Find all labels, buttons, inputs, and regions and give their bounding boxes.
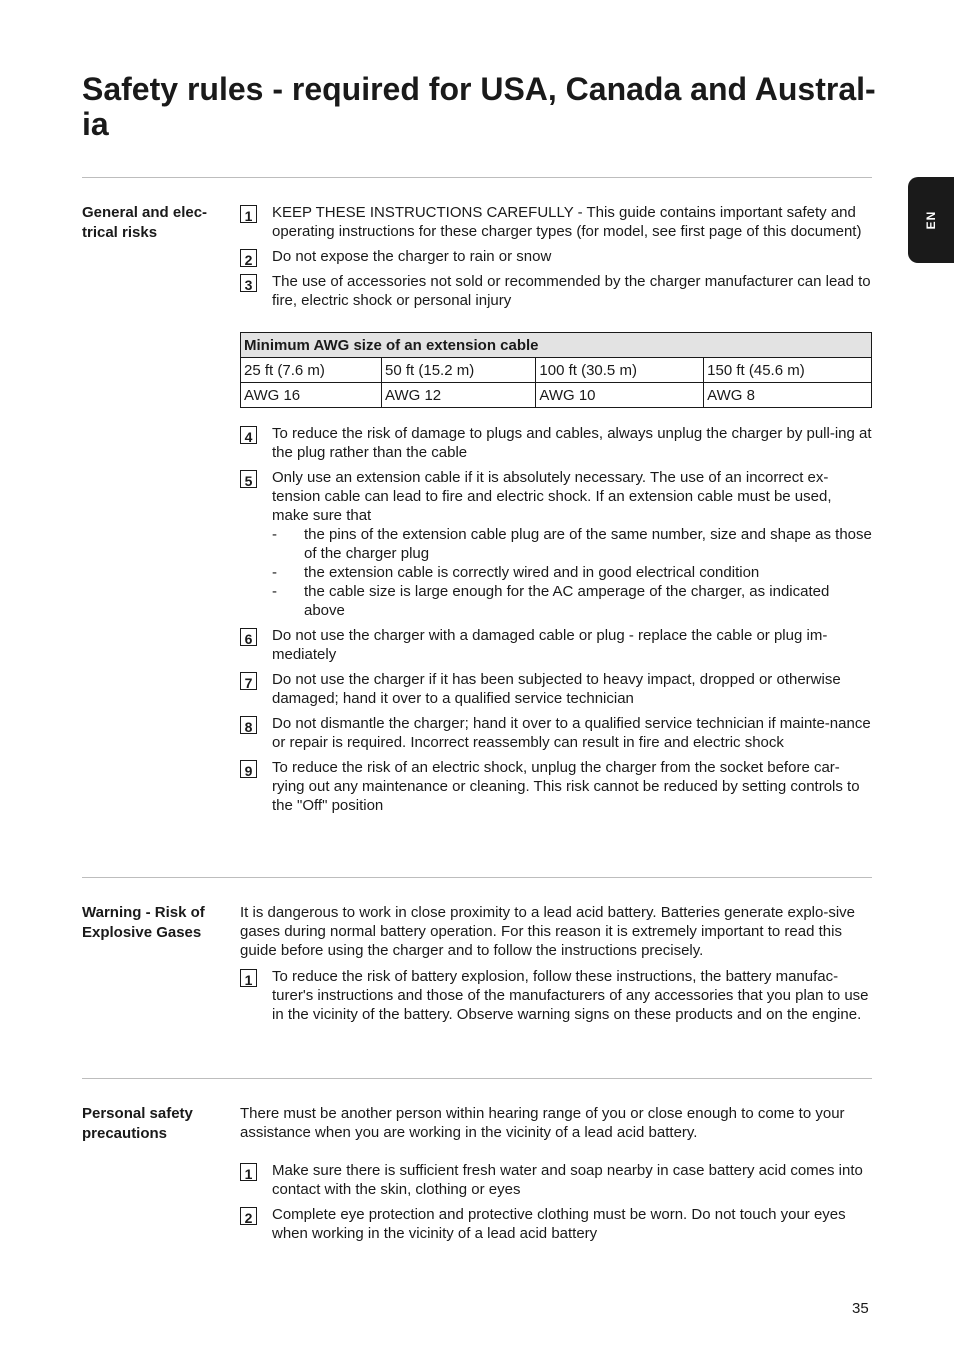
table-cell: AWG 10	[536, 383, 704, 408]
list-item	[240, 626, 872, 664]
list-item	[240, 1161, 872, 1199]
step-number: 1	[240, 969, 257, 987]
step-number: 8	[240, 716, 257, 734]
dash-bullet: -	[272, 564, 277, 581]
table-cell: AWG 12	[382, 383, 536, 408]
item-text: Complete eye protection and protective clothing must be worn. Do not touch your eyes when working in the vicinity of a lead acid battery	[272, 1206, 846, 1242]
list-item	[240, 967, 872, 1024]
section-heading: Personal safety precautions	[82, 1105, 193, 1142]
step-number: 1	[240, 1163, 257, 1181]
dash-bullet: -	[272, 526, 277, 543]
page-title: Safety rules - required for USA, Canada and Austral-ia	[82, 71, 876, 142]
step-number: 3	[240, 274, 257, 292]
section-body	[240, 1104, 872, 1243]
awg-table	[240, 332, 872, 408]
item-text: Do not use the charger with a damaged cable or plug - replace the cable or plug im-mediately	[272, 627, 828, 663]
table-cell: 100 ft (30.5 m)	[536, 358, 704, 383]
table-cell: 150 ft (45.6 m)	[704, 358, 872, 383]
section-body	[240, 203, 872, 815]
bullet-text: the pins of the extension cable plug are of the same number, size and shape as those of the charger plug	[304, 526, 872, 562]
table-cell: AWG 8	[704, 383, 872, 408]
item-text: To reduce the risk of battery explosion, follow these instructions, the battery manufac-turer's instructions and those of the manufacturers of any accessories that you plan to use in the vicinity of the battery. Observe warning signs on these products and on the engine.	[272, 968, 869, 1023]
intro-paragraph: It is dangerous to work in close proximity to a lead acid battery. Batteries generate explo-sive gases during normal battery operation. For this reason it is extremely important to read this guide before using the charger and to follow the instructions precisely.	[240, 904, 856, 959]
list-item	[240, 714, 872, 752]
item-text: Do not use the charger if it has been subjected to heavy impact, dropped or otherwise damaged; hand it over to a qualified service technician	[272, 671, 841, 707]
list-item	[240, 424, 872, 462]
list-item	[240, 247, 872, 266]
step-number: 1	[240, 205, 257, 223]
list-item	[240, 1205, 872, 1243]
table-row	[241, 358, 872, 383]
step-number: 2	[240, 249, 257, 267]
item-text: KEEP THESE INSTRUCTIONS CAREFULLY - This guide contains important safety and operating instructions for these charger types (for model, see first page of this document)	[272, 204, 862, 240]
step-number: 2	[240, 1207, 257, 1225]
bullet-text: the extension cable is correctly wired and in good electrical condition	[304, 564, 760, 581]
list-item	[240, 203, 872, 241]
bullet-item	[272, 563, 872, 582]
language-tab-label: EN	[924, 210, 938, 230]
language-tab	[908, 177, 954, 263]
table-row	[241, 383, 872, 408]
section-divider	[82, 1078, 872, 1079]
item-text: To reduce the risk of damage to plugs and cables, always unplug the charger by pull-ing at the plug rather than the cable	[272, 425, 872, 461]
step-number: 9	[240, 760, 257, 778]
bullet-item	[272, 582, 872, 620]
page-number: 35	[852, 1300, 869, 1317]
bullet-text: the cable size is large enough for the AC amperage of the charger, as indicated above	[304, 583, 830, 619]
list-item	[240, 468, 872, 620]
step-number: 5	[240, 470, 257, 488]
item-text: To reduce the risk of an electric shock, unplug the charger from the socket before car-rying out any maintenance or cleaning. This risk cannot be reduced by setting controls to the "Off" position	[272, 759, 860, 814]
table-cell: 25 ft (7.6 m)	[241, 358, 382, 383]
item-text: Make sure there is sufficient fresh water and soap nearby in case battery acid comes into contact with the skin, clothing or eyes	[272, 1162, 863, 1198]
dash-bullet: -	[272, 583, 277, 600]
item-text: Do not expose the charger to rain or snow	[272, 248, 552, 265]
section-divider	[82, 877, 872, 878]
step-number: 6	[240, 628, 257, 646]
section-heading: General and elec-trical risks	[82, 204, 208, 241]
item-text: Do not dismantle the charger; hand it over to a qualified service technician if mainte-nance or repair is required. Incorrect reassembly can result in fire and electric shock	[272, 715, 871, 751]
intro-paragraph: There must be another person within hearing range of you or close enough to come to your assistance when you are working in the vicinity of a lead acid battery.	[240, 1105, 845, 1141]
step-number: 7	[240, 672, 257, 690]
table-cell: 50 ft (15.2 m)	[382, 358, 536, 383]
item-text: The use of accessories not sold or recommended by the charger manufacturer can lead to fire, electric shock or personal injury	[272, 273, 871, 309]
step-number: 4	[240, 426, 257, 444]
section-divider	[82, 177, 872, 178]
item-text: Only use an extension cable if it is absolutely necessary. The use of an incorrect ex-tension cable can lead to fire and electric shock. If an extension cable must be used, make sure that	[272, 469, 832, 524]
section-heading: Warning - Risk of Explosive Gases	[82, 904, 205, 941]
bullet-item	[272, 525, 872, 563]
table-cell: AWG 16	[241, 383, 382, 408]
list-item	[240, 272, 872, 310]
list-item	[240, 758, 872, 815]
list-item	[240, 670, 872, 708]
table-title: Minimum AWG size of an extension cable	[241, 333, 872, 358]
section-body	[240, 903, 872, 1024]
